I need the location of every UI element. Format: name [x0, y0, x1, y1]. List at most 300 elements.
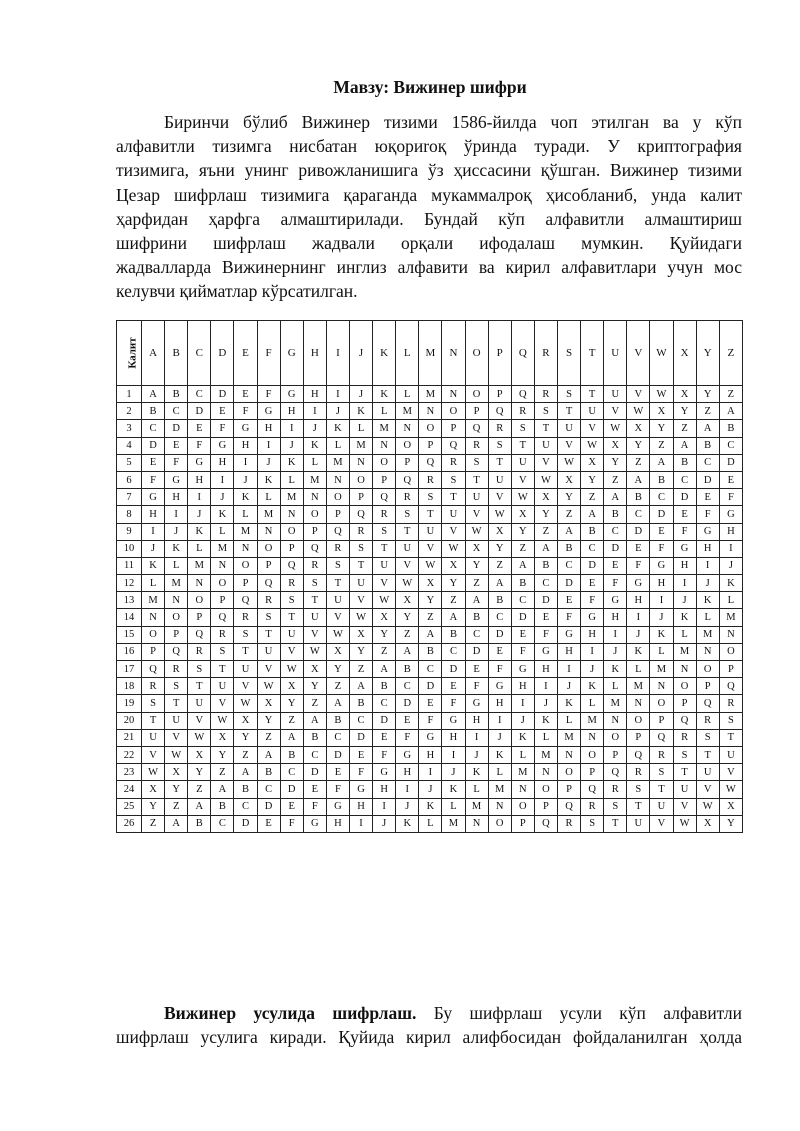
table-cell: P	[165, 626, 188, 643]
key-column-header: Калит	[117, 321, 142, 386]
table-cell: S	[349, 540, 372, 557]
table-cell: A	[373, 661, 396, 678]
table-cell: L	[280, 471, 303, 488]
table-cell: S	[534, 403, 557, 420]
table-cell: B	[534, 557, 557, 574]
table-cell: K	[488, 746, 511, 763]
table-cell: R	[465, 437, 488, 454]
table-cell: Q	[349, 506, 372, 523]
table-cell: B	[396, 661, 419, 678]
table-cell: C	[326, 729, 349, 746]
table-cell: V	[488, 489, 511, 506]
table-cell: S	[280, 592, 303, 609]
table-cell: L	[303, 454, 326, 471]
table-cell: R	[719, 695, 742, 712]
column-header: U	[604, 321, 627, 386]
table-cell: W	[373, 592, 396, 609]
table-cell: G	[419, 729, 442, 746]
table-cell: S	[234, 626, 257, 643]
table-cell: W	[326, 626, 349, 643]
table-cell: R	[488, 420, 511, 437]
table-cell: F	[488, 661, 511, 678]
table-cell: G	[627, 575, 650, 592]
table-cell: E	[349, 746, 372, 763]
table-cell: H	[280, 403, 303, 420]
table-cell: N	[419, 403, 442, 420]
table-cell: N	[142, 609, 165, 626]
table-cell: J	[465, 746, 488, 763]
table-cell: Z	[465, 575, 488, 592]
row-key: 19	[117, 695, 142, 712]
table-cell: G	[349, 781, 372, 798]
table-cell: F	[419, 712, 442, 729]
table-cell: I	[349, 815, 372, 832]
table-cell: W	[234, 695, 257, 712]
table-cell: E	[534, 609, 557, 626]
table-cell: T	[211, 661, 234, 678]
table-cell: P	[581, 764, 604, 781]
table-cell: Y	[581, 471, 604, 488]
table-cell: D	[442, 661, 465, 678]
table-cell: A	[142, 386, 165, 403]
table-cell: W	[511, 489, 534, 506]
table-cell: T	[604, 815, 627, 832]
table-cell: E	[419, 695, 442, 712]
table-cell: C	[511, 592, 534, 609]
table-cell: B	[303, 729, 326, 746]
table-cell: X	[303, 661, 326, 678]
table-cell: L	[604, 678, 627, 695]
table-cell: B	[581, 523, 604, 540]
table-cell: R	[650, 746, 673, 763]
table-cell: E	[303, 781, 326, 798]
table-cell: T	[534, 420, 557, 437]
table-row	[117, 575, 743, 592]
table-cell: V	[142, 746, 165, 763]
table-cell: E	[604, 557, 627, 574]
table-row	[117, 712, 743, 729]
intro-line: шифрини шифрлаш жадвали орқали ифодалаш мумкин. Қуйидаги	[116, 232, 742, 253]
table-cell: I	[234, 454, 257, 471]
table-cell: K	[257, 471, 280, 488]
column-header: S	[557, 321, 580, 386]
table-cell: U	[581, 403, 604, 420]
row-key: 4	[117, 437, 142, 454]
table-cell: H	[627, 592, 650, 609]
table-cell: B	[627, 489, 650, 506]
column-header: E	[234, 321, 257, 386]
table-cell: Y	[557, 489, 580, 506]
table-cell: T	[142, 712, 165, 729]
table-cell: A	[303, 712, 326, 729]
table-cell: F	[396, 729, 419, 746]
table-cell: V	[604, 403, 627, 420]
table-row	[117, 386, 743, 403]
table-cell: G	[696, 523, 719, 540]
table-cell: K	[326, 420, 349, 437]
table-cell: P	[650, 712, 673, 729]
table-row	[117, 557, 743, 574]
table-cell: A	[165, 815, 188, 832]
row-key: 8	[117, 506, 142, 523]
column-header: C	[188, 321, 211, 386]
table-cell: M	[604, 695, 627, 712]
table-cell: F	[280, 815, 303, 832]
table-cell: F	[234, 403, 257, 420]
table-cell: E	[650, 523, 673, 540]
table-cell: B	[373, 678, 396, 695]
table-cell: J	[650, 609, 673, 626]
table-cell: I	[396, 781, 419, 798]
table-cell: R	[142, 678, 165, 695]
table-cell: N	[326, 471, 349, 488]
table-cell: O	[211, 575, 234, 592]
table-cell: Y	[234, 729, 257, 746]
table-cell: Q	[650, 729, 673, 746]
table-cell: U	[604, 386, 627, 403]
table-cell: Z	[234, 746, 257, 763]
table-cell: P	[257, 557, 280, 574]
table-cell: V	[696, 781, 719, 798]
table-cell: F	[696, 506, 719, 523]
table-cell: R	[442, 454, 465, 471]
table-cell: X	[511, 506, 534, 523]
table-cell: X	[326, 643, 349, 660]
table-cell: U	[696, 764, 719, 781]
table-cell: E	[188, 420, 211, 437]
table-cell: Q	[488, 403, 511, 420]
table-cell: J	[696, 575, 719, 592]
table-cell: Q	[257, 575, 280, 592]
intro-line: тизимига, яъни унинг ривожланишига ўз ҳиссасини қўшган. Вижинер тизими	[116, 160, 742, 181]
table-cell: R	[257, 592, 280, 609]
table-cell: I	[188, 489, 211, 506]
table-cell: T	[557, 403, 580, 420]
table-cell: A	[188, 798, 211, 815]
table-cell: E	[442, 678, 465, 695]
table-row	[117, 540, 743, 557]
table-cell: T	[719, 729, 742, 746]
table-cell: I	[257, 437, 280, 454]
row-key: 3	[117, 420, 142, 437]
table-cell: X	[557, 471, 580, 488]
table-cell: D	[234, 815, 257, 832]
table-cell: Z	[650, 437, 673, 454]
table-cell: Q	[303, 540, 326, 557]
table-cell: M	[188, 557, 211, 574]
table-cell: B	[419, 643, 442, 660]
table-cell: W	[188, 729, 211, 746]
table-cell: M	[557, 729, 580, 746]
table-cell: L	[234, 506, 257, 523]
table-cell: N	[696, 643, 719, 660]
table-cell: L	[511, 746, 534, 763]
table-cell: J	[280, 437, 303, 454]
intro-line: жадвалларда Вижинернинг инглиз алфавити ва кирил алфавитлари учун мос	[116, 257, 742, 278]
table-cell: Z	[627, 454, 650, 471]
table-cell: V	[534, 454, 557, 471]
table-cell: S	[373, 523, 396, 540]
table-cell: C	[442, 643, 465, 660]
column-header: V	[627, 321, 650, 386]
table-cell: A	[280, 729, 303, 746]
table-cell: U	[442, 506, 465, 523]
table-cell: Q	[326, 523, 349, 540]
table-cell: S	[511, 420, 534, 437]
table-cell: T	[165, 695, 188, 712]
table-cell: A	[349, 678, 372, 695]
table-cell: Z	[373, 643, 396, 660]
table-cell: U	[396, 540, 419, 557]
table-cell: W	[419, 557, 442, 574]
table-cell: T	[673, 764, 696, 781]
table-cell: C	[650, 489, 673, 506]
table-cell: Q	[604, 764, 627, 781]
intro-line: алфавитли тизимга нисбатан юқориroқ ўринда туради. У криптография	[116, 136, 742, 157]
table-cell: A	[673, 437, 696, 454]
table-cell: U	[280, 626, 303, 643]
table-cell: S	[604, 798, 627, 815]
table-cell: K	[465, 764, 488, 781]
table-cell: W	[142, 764, 165, 781]
column-header: Q	[511, 321, 534, 386]
table-row	[117, 489, 743, 506]
table-row	[117, 746, 743, 763]
table-cell: X	[396, 592, 419, 609]
table-cell: I	[211, 471, 234, 488]
table-cell: Z	[557, 506, 580, 523]
table-cell: A	[581, 506, 604, 523]
table-cell: Y	[419, 592, 442, 609]
table-cell: Y	[349, 643, 372, 660]
table-cell: Z	[488, 557, 511, 574]
table-cell: F	[442, 695, 465, 712]
table-cell: M	[396, 403, 419, 420]
table-row	[117, 437, 743, 454]
column-header: Z	[719, 321, 742, 386]
table-cell: R	[396, 489, 419, 506]
table-cell: F	[326, 781, 349, 798]
table-cell: M	[234, 523, 257, 540]
table-cell: D	[581, 557, 604, 574]
table-cell: D	[326, 746, 349, 763]
table-cell: L	[142, 575, 165, 592]
table-cell: I	[326, 386, 349, 403]
table-cell: V	[396, 557, 419, 574]
row-key: 13	[117, 592, 142, 609]
table-cell: Y	[488, 540, 511, 557]
table-cell: M	[419, 386, 442, 403]
intro-line: Биринчи бўлиб Вижинер тизими 1586-йилда чоп этилган ва у кўп	[164, 112, 742, 132]
table-cell: X	[604, 437, 627, 454]
table-cell: K	[142, 557, 165, 574]
table-cell: C	[303, 746, 326, 763]
table-cell: T	[627, 798, 650, 815]
table-cell: P	[696, 678, 719, 695]
table-cell: E	[557, 592, 580, 609]
table-cell: F	[373, 746, 396, 763]
table-cell: Z	[673, 420, 696, 437]
table-cell: P	[373, 471, 396, 488]
column-header: O	[465, 321, 488, 386]
section-line-1-text: Бу шифрлаш усули кўп алфавитли	[433, 1003, 742, 1023]
row-key: 17	[117, 661, 142, 678]
table-cell: Y	[280, 695, 303, 712]
table-cell: K	[650, 626, 673, 643]
table-cell: J	[257, 454, 280, 471]
table-cell: J	[211, 489, 234, 506]
table-cell: Y	[719, 815, 742, 832]
table-cell: B	[257, 764, 280, 781]
table-cell: F	[534, 626, 557, 643]
table-cell: J	[581, 661, 604, 678]
table-cell: V	[257, 661, 280, 678]
table-cell: U	[673, 781, 696, 798]
table-cell: O	[419, 420, 442, 437]
table-cell: M	[673, 643, 696, 660]
table-cell: L	[719, 592, 742, 609]
table-cell: U	[326, 592, 349, 609]
table-cell: C	[211, 815, 234, 832]
table-cell: Q	[419, 454, 442, 471]
table-cell: X	[142, 781, 165, 798]
table-cell: J	[488, 729, 511, 746]
table-cell: B	[465, 609, 488, 626]
table-cell: T	[488, 454, 511, 471]
table-cell: I	[465, 729, 488, 746]
table-cell: C	[234, 798, 257, 815]
table-cell: Z	[257, 729, 280, 746]
table-cell: E	[511, 626, 534, 643]
table-cell: J	[511, 712, 534, 729]
table-cell: E	[211, 403, 234, 420]
table-cell: M	[326, 454, 349, 471]
table-cell: C	[627, 506, 650, 523]
table-cell: X	[650, 403, 673, 420]
table-cell: N	[534, 764, 557, 781]
table-cell: G	[581, 609, 604, 626]
table-cell: X	[373, 609, 396, 626]
table-cell: Y	[188, 764, 211, 781]
table-cell: T	[234, 643, 257, 660]
table-cell: B	[696, 437, 719, 454]
table-cell: V	[442, 523, 465, 540]
table-cell: B	[142, 403, 165, 420]
table-cell: K	[673, 609, 696, 626]
row-key: 6	[117, 471, 142, 488]
table-cell: K	[442, 781, 465, 798]
table-cell: L	[534, 729, 557, 746]
table-cell: U	[511, 454, 534, 471]
table-cell: G	[442, 712, 465, 729]
table-row	[117, 695, 743, 712]
table-row	[117, 592, 743, 609]
table-cell: S	[419, 489, 442, 506]
table-cell: Q	[557, 798, 580, 815]
document-title: Мавзу: Вижинер шифри	[333, 77, 527, 97]
table-cell: J	[627, 626, 650, 643]
table-cell: D	[188, 403, 211, 420]
table-cell: N	[488, 798, 511, 815]
table-cell: P	[188, 609, 211, 626]
table-cell: Z	[419, 609, 442, 626]
table-cell: K	[396, 815, 419, 832]
table-cell: Z	[581, 489, 604, 506]
table-cell: A	[604, 489, 627, 506]
table-cell: K	[188, 523, 211, 540]
table-cell: W	[696, 798, 719, 815]
table-cell: V	[557, 437, 580, 454]
table-cell: I	[165, 506, 188, 523]
table-cell: G	[465, 695, 488, 712]
table-cell: L	[673, 626, 696, 643]
table-cell: W	[349, 609, 372, 626]
table-cell: W	[627, 403, 650, 420]
table-cell: U	[650, 798, 673, 815]
table-cell: I	[627, 609, 650, 626]
table-cell: B	[604, 506, 627, 523]
table-cell: P	[211, 592, 234, 609]
table-cell: A	[326, 695, 349, 712]
table-cell: J	[673, 592, 696, 609]
table-cell: G	[557, 626, 580, 643]
table-cell: L	[557, 712, 580, 729]
table-cell: O	[326, 489, 349, 506]
table-cell: R	[165, 661, 188, 678]
table-cell: D	[280, 781, 303, 798]
table-cell: X	[581, 454, 604, 471]
table-cell: N	[604, 712, 627, 729]
table-cell: N	[557, 746, 580, 763]
table-cell: F	[511, 643, 534, 660]
table-cell: J	[557, 678, 580, 695]
table-cell: M	[650, 661, 673, 678]
table-cell: X	[280, 678, 303, 695]
table-cell: D	[627, 523, 650, 540]
table-cell: P	[673, 695, 696, 712]
table-cell: A	[557, 523, 580, 540]
table-cell: V	[326, 609, 349, 626]
column-header: L	[396, 321, 419, 386]
table-cell: B	[326, 712, 349, 729]
table-row	[117, 471, 743, 488]
column-header: J	[349, 321, 372, 386]
section-line-1	[116, 1001, 742, 1025]
table-cell: I	[696, 557, 719, 574]
table-cell: X	[349, 626, 372, 643]
table-cell: A	[511, 557, 534, 574]
table-cell: J	[234, 471, 257, 488]
table-cell: Q	[696, 695, 719, 712]
table-cell: M	[280, 489, 303, 506]
vigenere-table	[116, 320, 743, 833]
table-cell: L	[419, 815, 442, 832]
table-cell: I	[488, 712, 511, 729]
table-cell: S	[627, 781, 650, 798]
table-cell: I	[303, 403, 326, 420]
table-cell: Q	[719, 678, 742, 695]
table-cell: J	[534, 695, 557, 712]
table-cell: L	[188, 540, 211, 557]
table-cell: M	[303, 471, 326, 488]
table-cell: X	[719, 798, 742, 815]
table-cell: H	[534, 661, 557, 678]
table-cell: I	[280, 420, 303, 437]
table-cell: K	[696, 592, 719, 609]
table-cell: D	[488, 626, 511, 643]
table-cell: X	[627, 420, 650, 437]
table-cell: I	[373, 798, 396, 815]
